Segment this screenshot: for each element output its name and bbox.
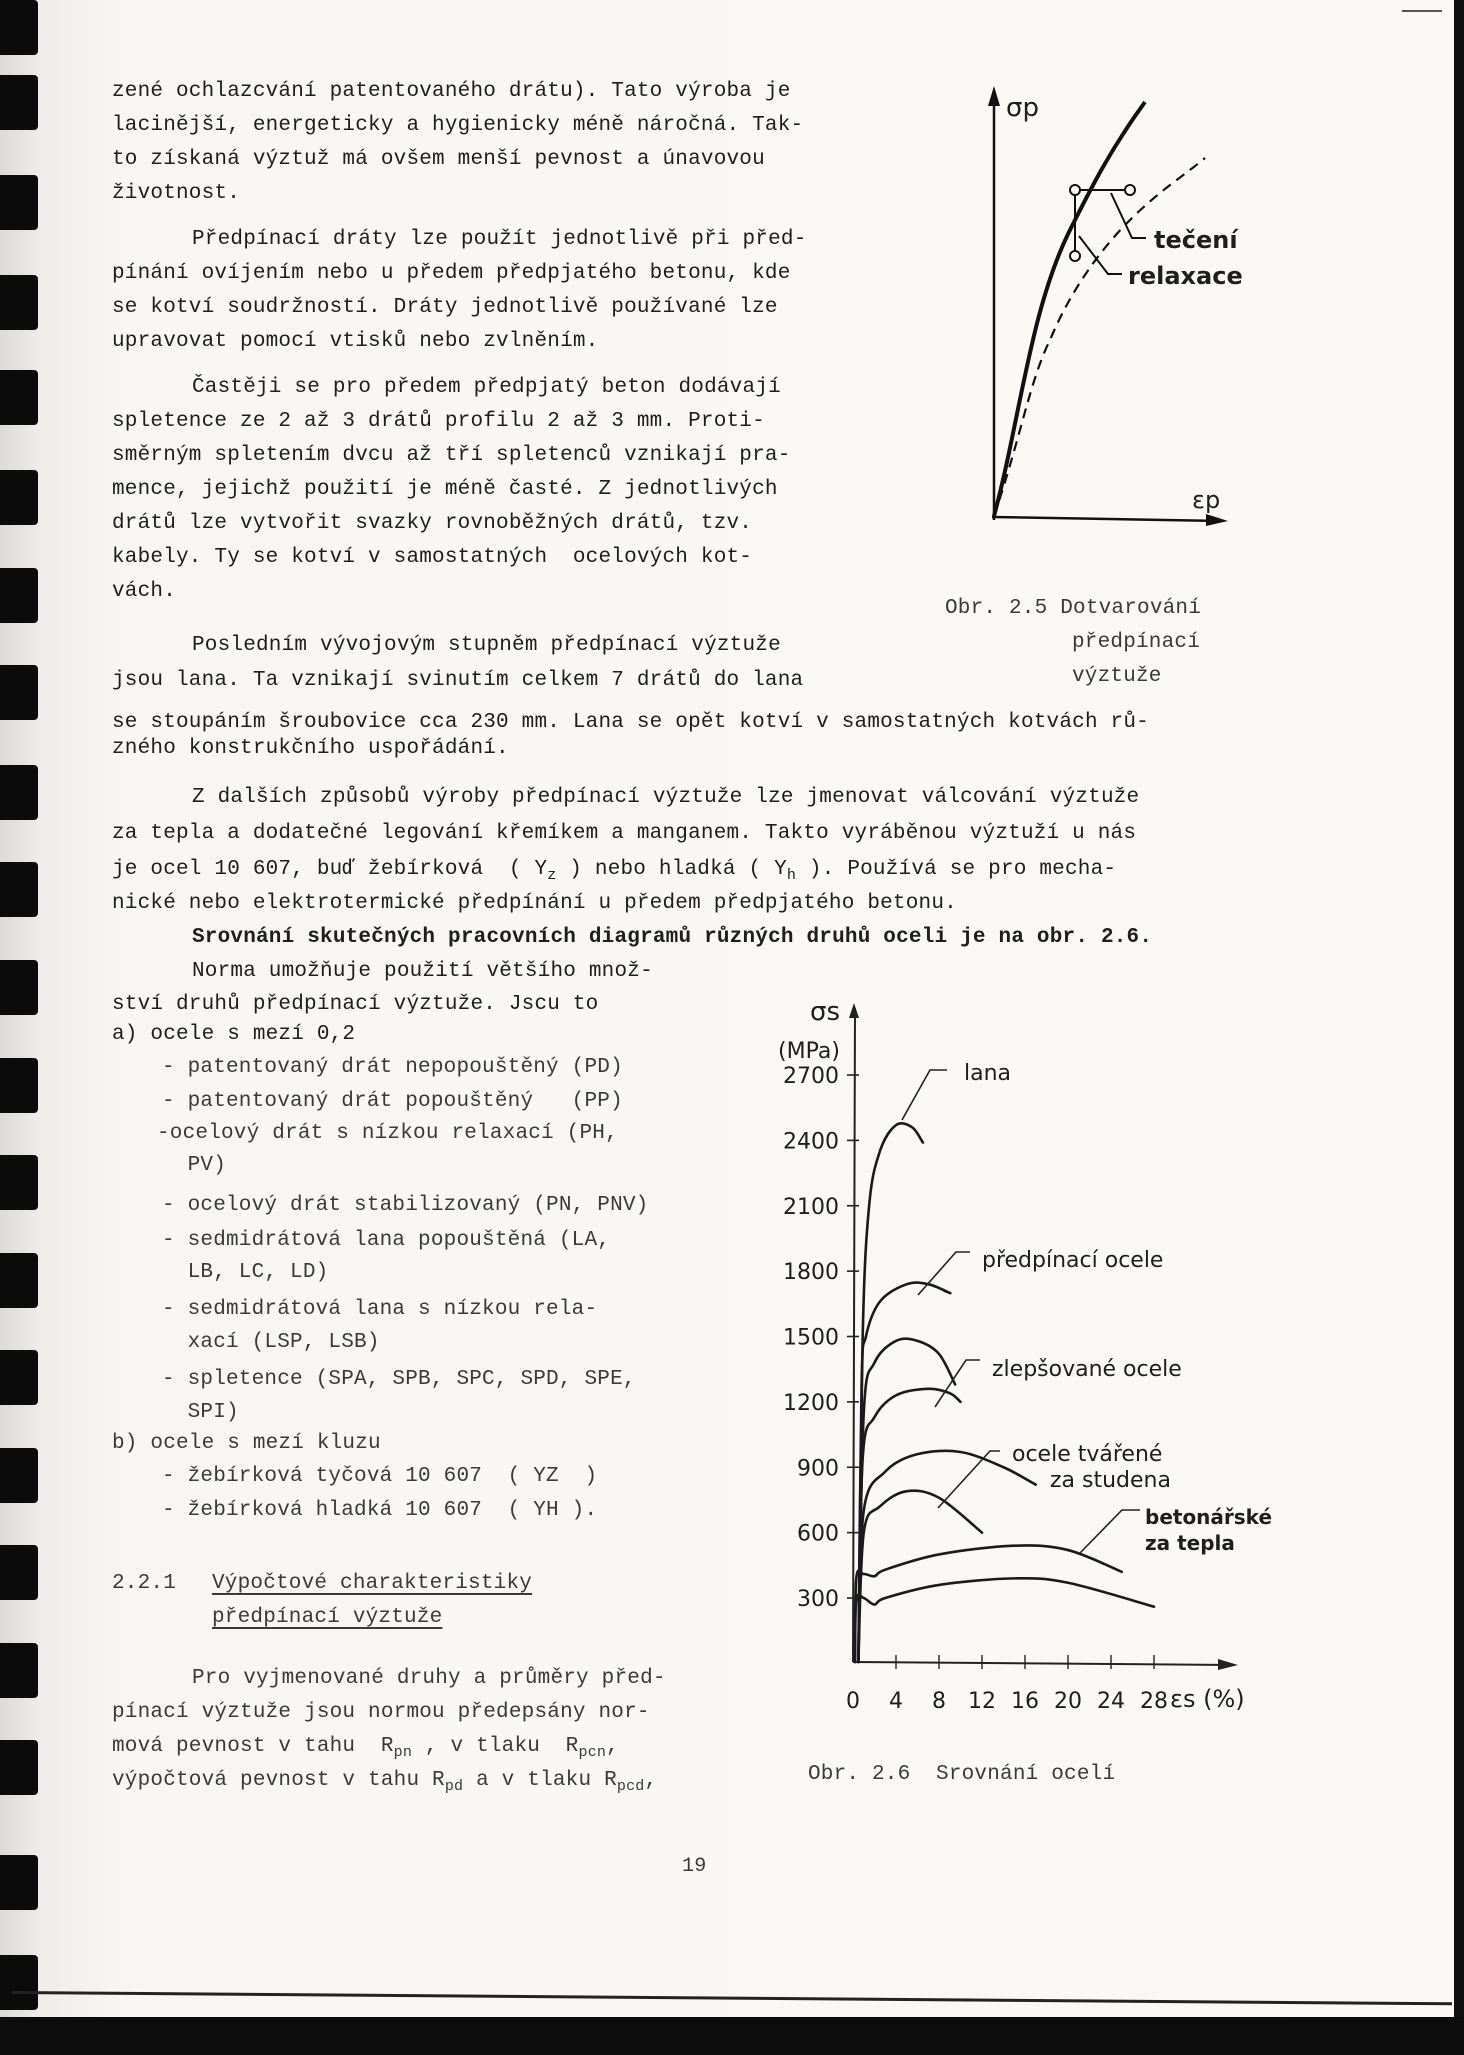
series-line-zlep-ovan-ocele-a- <box>858 1339 955 1662</box>
text-line: ství druhů předpínací výztuže. Jscu to <box>112 993 599 1016</box>
list-item: - spletence (SPA, SPB, SPC, SPD, SPE, <box>162 1368 636 1391</box>
leader-line <box>938 1451 1000 1508</box>
x-axis-label: εs (%) <box>1170 1685 1245 1713</box>
x-tick-label: 28 <box>1140 1689 1168 1714</box>
y-tick-label: 900 <box>797 1456 839 1482</box>
series-label-betonarske: betonářské <box>1145 1505 1273 1529</box>
text-line: Norma umožňuje použití většího množ- <box>192 960 653 983</box>
list-item: - sedmidrátová lana s nízkou rela- <box>162 1298 598 1321</box>
text-span: výpočtová pevnost v tahu R <box>112 1769 445 1792</box>
list-item: - ocelový drát stabilizovaný (PN, PNV) <box>162 1194 649 1217</box>
text-span: , v tlaku R <box>412 1735 579 1758</box>
x-tick-label: 20 <box>1054 1689 1082 1714</box>
text-span: , <box>644 1769 658 1792</box>
subscript: pd <box>444 1778 464 1796</box>
y-axis-arrow <box>849 1003 859 1018</box>
series-label-predpinaci: předpínací ocele <box>982 1248 1164 1273</box>
subscript: h <box>786 867 797 885</box>
text-line: vách. <box>112 580 177 603</box>
list-item: xací (LSP, LSB) <box>162 1331 380 1354</box>
list-item: -ocelový drát s nízkou relaxací (PH, <box>157 1122 618 1145</box>
y-tick-label: 2100 <box>783 1194 839 1220</box>
text-line: to získaná výztuž má ovšem menší pevnost a únavovou <box>112 148 765 171</box>
y-axis <box>853 1008 855 1662</box>
x-axis-arrow <box>1218 1659 1238 1670</box>
series-label-tvarene-2: za studena <box>1050 1468 1171 1493</box>
text-line: zného konstrukčního uspořádání. <box>112 737 509 760</box>
text-line: Pro vyjmenované druhy a průměry před- <box>192 1667 666 1690</box>
list-item: - patentovaný drát popouštěný (PP) <box>162 1090 623 1113</box>
series-label-lana: lana <box>964 1061 1012 1086</box>
subscript: z <box>547 867 557 885</box>
series-line-beton-sk-za-tepla-b- <box>855 1578 1154 1662</box>
series-label-zlepsovane: zlepšované ocele <box>992 1357 1182 1382</box>
text-line: Posledním vývojovým stupněm předpínací výztuže <box>192 634 781 657</box>
list-heading: b) ocele s mezí kluzu <box>112 1432 381 1455</box>
text-line: za tepla a dodatečné legování křemíkem a manganem. Takto vyráběnou výztuží u nás <box>112 822 1137 845</box>
series-line-zlep-ovan-ocele-b- <box>858 1389 960 1662</box>
text-line: se kotví soudržností. Dráty jednotlivě používané lze <box>112 296 778 319</box>
text-line: mence, jejichž použití je méně časté. Z jednotlivých <box>112 478 778 501</box>
list-item: - patentovaný drát nepopouštěný (PD) <box>162 1056 623 1079</box>
section-number: 2.2.1 <box>112 1572 177 1595</box>
figure-caption: Obr. 2.6 Srovnání ocelí <box>808 1763 1116 1786</box>
text-line: jsou lana. Ta vznikají svinutím celkem 7 drátů do lana <box>112 669 804 692</box>
list-item: - sedmidrátová lana popouštěná (LA, <box>162 1229 611 1252</box>
x-axis <box>853 1662 1232 1665</box>
annotation-creep: tečení <box>1154 226 1238 254</box>
figure-caption: Obr. 2.5 Dotvarování <box>945 597 1202 620</box>
text-line: nické nebo elektrotermické předpínání u předem předpjatého betonu. <box>112 892 957 915</box>
list-item: - žebírková tyčová 10 607 ( YZ ) <box>162 1465 598 1488</box>
series-line-ocele-tv-en-za-studena-a- <box>858 1451 1035 1662</box>
series-line-beton-sk-za-tepla-a- <box>855 1545 1122 1662</box>
text-line: Častěji se pro předem předpjatý beton dodávají <box>192 376 781 399</box>
figure-caption: výztuže <box>1072 665 1162 688</box>
list-item: SPI) <box>162 1401 239 1424</box>
y-axis-label: σp <box>1006 93 1039 123</box>
y-axis-unit: (MPa) <box>778 1039 840 1064</box>
x-tick-label: 8 <box>932 1689 946 1714</box>
figure-caption: předpínací <box>1072 631 1201 654</box>
series-label-tvarene: ocele tvářené <box>1012 1442 1163 1467</box>
text-span: a v tlaku R <box>463 1769 617 1792</box>
text-line: spletence ze 2 až 3 drátů profilu 2 až 3 mm. Proti- <box>112 410 765 433</box>
subscript: pn <box>393 1744 413 1762</box>
text-line: pínací výztuže jsou normou předepsány nor- <box>112 1701 650 1724</box>
text-span: ) nebo hladká ( Y <box>556 858 787 881</box>
text-line: životnost. <box>112 182 241 205</box>
text-line: Z dalších způsobů výroby předpínací výztuže lze jmenovat válcování výztuže <box>192 786 1140 809</box>
text-span: ). Používá se pro mecha- <box>796 858 1117 881</box>
text-line: Srovnání skutečných pracovních diagramů různých druhů oceli je na obr. 2.6. <box>192 926 1153 949</box>
list-item: LB, LC, LD) <box>162 1261 329 1284</box>
text-line: směrným spletením dvcu až tří spletenců vznikají pra- <box>112 444 791 467</box>
text-line: Předpínací dráty lze použít jednotlivě při před- <box>192 228 807 251</box>
text-span: je ocel 10 607, buď žebírková ( Y <box>112 858 548 881</box>
series-line-lana <box>858 1123 923 1662</box>
series-label-betonarske-2: za tepla <box>1145 1531 1235 1555</box>
y-tick-label: 1500 <box>783 1325 839 1351</box>
y-tick-label: 2400 <box>783 1129 839 1155</box>
leader-line <box>918 1252 970 1295</box>
x-tick-label: 4 <box>889 1689 903 1714</box>
y-tick-label: 2700 <box>783 1064 839 1089</box>
x-tick-label: 0 <box>846 1689 860 1714</box>
y-tick-label: 1200 <box>783 1390 839 1416</box>
y-axis-symbol: σs <box>810 997 841 1027</box>
text-line: drátů lze vytvořit svazky rovnoběžných drátů, tzv. <box>112 512 753 535</box>
text-line: upravovat pomocí vtisků nebo zvlněním. <box>112 330 599 353</box>
leader-line <box>902 1070 947 1120</box>
x-tick-label: 12 <box>968 1689 996 1714</box>
list-heading: a) ocele s mezí 0,2 <box>112 1023 356 1046</box>
text-line: se stoupáním šroubovice cca 230 mm. Lana se opět kotví v samostatných kotvách rů- <box>112 711 1149 734</box>
leader-line <box>1080 1510 1140 1553</box>
list-item: PV) <box>162 1154 227 1177</box>
section-title: Výpočtové charakteristiky <box>212 1572 533 1595</box>
text-line: kabely. Ty se kotví v samostatných ocelových kot- <box>112 546 753 569</box>
section-title: předpínací výztuže <box>212 1606 443 1629</box>
x-tick-label: 24 <box>1097 1689 1125 1714</box>
x-axis-label: εp <box>1192 486 1221 514</box>
list-item: - žebírková hladká 10 607 ( YH ). <box>162 1499 598 1522</box>
text-span: mová pevnost v tahu R <box>112 1735 394 1758</box>
annotation-relaxation: relaxace <box>1128 262 1243 290</box>
x-tick-label: 16 <box>1011 1689 1039 1714</box>
subscript: pcd <box>616 1778 645 1796</box>
y-tick-label: 300 <box>797 1587 839 1612</box>
text-line: pínání ovíjením nebo u předem předpjatého betonu, kde <box>112 262 791 285</box>
text-span: , <box>606 1735 619 1758</box>
page-number: 19 <box>682 1855 707 1878</box>
y-tick-label: 600 <box>797 1521 839 1547</box>
text-line: lacinější, energeticky a hygienicky méně náročná. Tak- <box>112 114 804 137</box>
text-line: zené ochlazcvání patentovaného drátu). Tato výroba je <box>112 80 791 103</box>
y-tick-label: 1800 <box>783 1260 839 1286</box>
subscript: pcn <box>578 1744 607 1762</box>
